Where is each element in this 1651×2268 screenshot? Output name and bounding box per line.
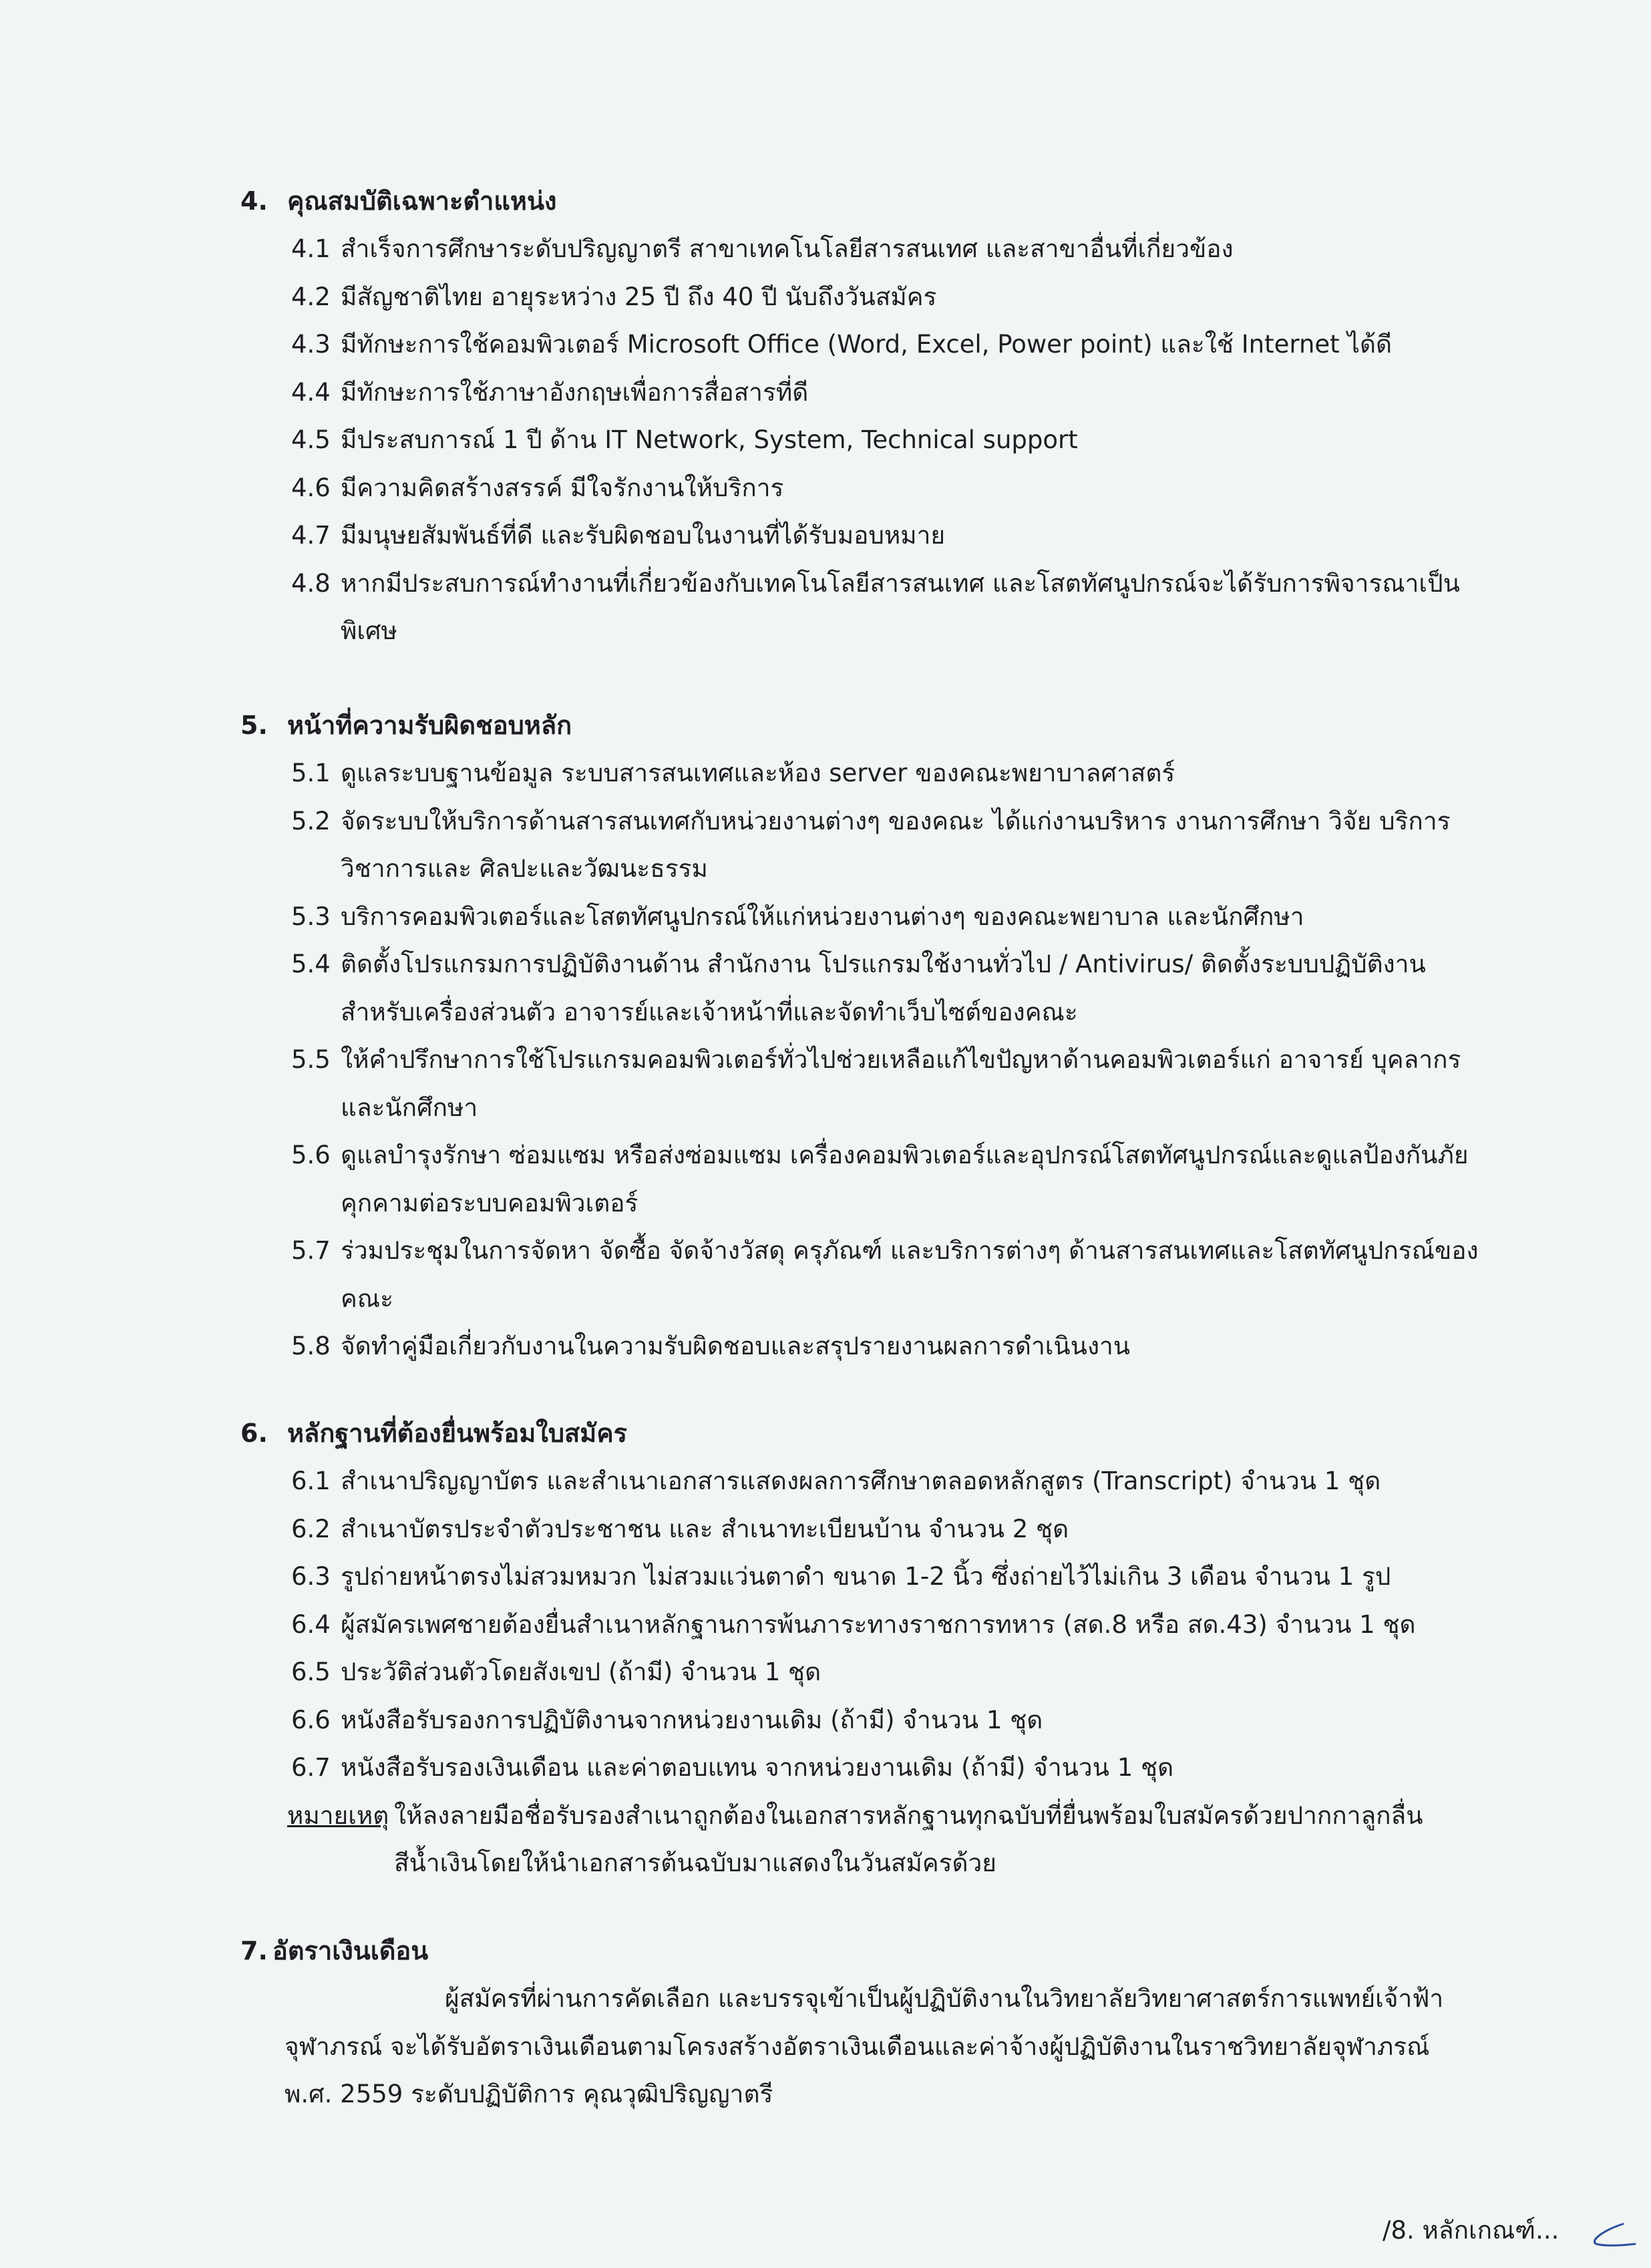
item-number: 6.4 bbox=[291, 1610, 331, 1639]
item-number: 4.2 bbox=[291, 282, 331, 311]
item-number: 4.4 bbox=[291, 377, 331, 407]
list-item bbox=[240, 225, 1496, 273]
item-text: มีความคิดสร้างสรรค์ มีใจรักงานให้บริการ bbox=[341, 473, 784, 502]
item-number: 5.5 bbox=[291, 1045, 331, 1074]
item-number: 5.1 bbox=[291, 759, 331, 787]
section-heading bbox=[240, 701, 1496, 749]
list-item bbox=[240, 893, 1496, 941]
list-item bbox=[240, 416, 1496, 464]
item-text: บริการคอมพิวเตอร์และโสตทัศนูปกรณ์ให้แก่หน่วยงานต่างๆ ของคณะพยาบาล และนักศึกษา bbox=[341, 902, 1304, 931]
item-number: 5.2 bbox=[291, 806, 331, 835]
item-number: 5.6 bbox=[291, 1141, 331, 1169]
item-text: สำเนาบัตรประจำตัวประชาชน และ สำเนาทะเบียนบ้าน จำนวน 2 ชุด bbox=[341, 1514, 1069, 1543]
section-number: 5. bbox=[240, 711, 268, 740]
list-item bbox=[240, 1601, 1496, 1649]
section-title: อัตราเงินเดือน bbox=[272, 1936, 429, 1965]
list-item bbox=[240, 512, 1496, 560]
pen-mark-icon bbox=[1576, 2217, 1636, 2251]
section-6 bbox=[240, 1409, 1496, 1887]
item-text: ดูแลระบบฐานข้อมูล ระบบสารสนเทศและห้อง server ของคณะพยาบาลศาสตร์ bbox=[341, 759, 1175, 787]
list-item bbox=[240, 1505, 1496, 1553]
section-title: คุณสมบัติเฉพาะตำแหน่ง bbox=[287, 186, 557, 216]
item-text: ผู้สมัครเพศชายต้องยื่นสำเนาหลักฐานการพ้นภาระทางราชการทหาร (สด.8 หรือ สด.43) จำนวน 1 ชุด bbox=[341, 1610, 1416, 1639]
section-heading bbox=[240, 1409, 1496, 1457]
item-text: จัดทำคู่มือเกี่ยวกับงานในความรับผิดชอบและสรุปรายงานผลการดำเนินงาน bbox=[341, 1332, 1131, 1360]
item-text: ให้คำปรึกษาการใช้โปรแกรมคอมพิวเตอร์ทั่วไปช่วยเหลือแก้ไขปัญหาด้านคอมพิวเตอร์แก่ อาจารย์ บุคลากร และนักศึกษา bbox=[341, 1045, 1461, 1122]
note-text: ให้ลงลายมือชื่อรับรองสำเนาถูกต้องในเอกสารหลักฐานทุกฉบับที่ยื่นพร้อมใบสมัครด้วยปากกาลูกลื่นสีน้ำเงินโดยให้นำเอกสารต้นฉบับมาแสดงในวันสมัครด้วย bbox=[394, 1801, 1423, 1877]
item-text: มีประสบการณ์ 1 ปี ด้าน IT Network, System, Technical support bbox=[341, 425, 1078, 454]
item-text: จัดระบบให้บริการด้านสารสนเทศกับหน่วยงานต่างๆ ของคณะ ได้แก่งานบริหาร งานการศึกษา วิจัย บริการวิชาการและ ศิลปะและวัฒนะธรรม bbox=[341, 806, 1451, 883]
list-item bbox=[240, 464, 1496, 512]
list-item bbox=[240, 749, 1496, 797]
item-number: 5.3 bbox=[291, 902, 331, 931]
section-heading bbox=[240, 177, 1496, 225]
item-text: ร่วมประชุมในการจัดหา จัดซื้อ จัดจ้างวัสดุ ครุภัณฑ์ และบริการต่างๆ ด้านสารสนเทศและโสตทัศนูปกรณ์ของคณะ bbox=[341, 1236, 1479, 1313]
section-5 bbox=[240, 701, 1496, 1370]
item-text: มีมนุษยสัมพันธ์ที่ดี และรับผิดชอบในงานที่ได้รับมอบหมาย bbox=[341, 521, 946, 550]
item-text: มีสัญชาติไทย อายุระหว่าง 25 ปี ถึง 40 ปี นับถึงวันสมัคร bbox=[341, 282, 937, 311]
list-item bbox=[240, 1553, 1496, 1601]
item-number: 6.7 bbox=[291, 1753, 331, 1782]
salary-paragraph: ผู้สมัครที่ผ่านการคัดเลือก และบรรจุเข้าเป็นผู้ปฏิบัติงานในวิทยาลัยวิทยาศาสตร์การแพทย์เจ้าฟ้าจุฬาภรณ์ จะได้รับอัตราเงินเดือนตามโครงสร้างอัตราเงินเดือนและค่าจ้างผู้ปฏิบัติงานในราชวิทยาลัยจุฬาภรณ์ พ.ศ. 2559 ระดับปฏิบัติการ คุณวุฒิปริญญาตรี bbox=[285, 1984, 1444, 2108]
list-item bbox=[240, 1036, 1496, 1131]
note bbox=[240, 1792, 1496, 1887]
section-title: หน้าที่ความรับผิดชอบหลัก bbox=[287, 711, 572, 740]
item-text: มีทักษะการใช้คอมพิวเตอร์ Microsoft Office (Word, Excel, Power point) และใช้ Internet ได้ดี bbox=[341, 330, 1393, 359]
item-number: 4.6 bbox=[291, 473, 331, 502]
list-item bbox=[240, 1131, 1496, 1227]
next-page-reference: /8. หลักเกณฑ์... bbox=[1383, 2216, 1560, 2245]
list-item bbox=[240, 1648, 1496, 1696]
list-item bbox=[240, 797, 1496, 893]
note-label: หมายเหตุ bbox=[287, 1801, 389, 1830]
item-text: หากมีประสบการณ์ทำงานที่เกี่ยวข้องกับเทคโนโลยีสารสนเทศ และโสตทัศนูปกรณ์จะได้รับการพิจารณาเป็นพิเศษ bbox=[341, 568, 1460, 645]
list-item bbox=[240, 1227, 1496, 1322]
item-text: สำเนาปริญญาบัตร และสำเนาเอกสารแสดงผลการศึกษาตลอดหลักสูตร (Transcript) จำนวน 1 ชุด bbox=[341, 1467, 1381, 1495]
item-text: ดูแลบำรุงรักษา ซ่อมแซม หรือส่งซ่อมแซม เครื่องคอมพิวเตอร์และอุปกรณ์โสตทัศนูปกรณ์และดูแลป้องกันภัยคุกคามต่อระบบคอมพิวเตอร์ bbox=[341, 1141, 1469, 1217]
section-title: หลักฐานที่ต้องยื่นพร้อมใบสมัคร bbox=[287, 1419, 628, 1448]
item-number: 4.8 bbox=[291, 568, 331, 598]
list-item bbox=[240, 273, 1496, 321]
list-item bbox=[240, 369, 1496, 417]
section-heading bbox=[240, 1927, 1496, 1975]
section-number: 4. bbox=[240, 186, 268, 216]
list-item bbox=[240, 1457, 1496, 1505]
section-7 bbox=[240, 1927, 1496, 2118]
item-text: สำเร็จการศึกษาระดับปริญญาตรี สาขาเทคโนโลยีสารสนเทศ และสาขาอื่นที่เกี่ยวข้อง bbox=[341, 234, 1234, 263]
item-text: รูปถ่ายหน้าตรงไม่สวมหมวก ไม่สวมแว่นตาดำ ขนาด 1-2 นิ้ว ซึ่งถ่ายไว้ไม่เกิน 3 เดือน จำนวน 1 รูป bbox=[341, 1562, 1391, 1591]
item-number: 6.2 bbox=[291, 1514, 331, 1543]
item-number: 6.5 bbox=[291, 1658, 331, 1686]
item-text: มีทักษะการใช้ภาษาอังกฤษเพื่อการสื่อสารที่ดี bbox=[341, 377, 809, 407]
item-number: 4.7 bbox=[291, 521, 331, 550]
item-number: 5.8 bbox=[291, 1332, 331, 1360]
item-number: 6.3 bbox=[291, 1562, 331, 1591]
item-number: 6.1 bbox=[291, 1467, 331, 1495]
list-item bbox=[240, 1744, 1496, 1792]
list-item bbox=[240, 940, 1496, 1036]
list-item bbox=[240, 1322, 1496, 1370]
item-number: 4.3 bbox=[291, 330, 331, 359]
section-number: 7. bbox=[240, 1936, 268, 1965]
item-number: 6.6 bbox=[291, 1705, 331, 1734]
section-number: 6. bbox=[240, 1419, 268, 1448]
list-item bbox=[240, 560, 1496, 655]
item-text: ประวัติส่วนตัวโดยสังเขป (ถ้ามี) จำนวน 1 ชุด bbox=[341, 1658, 821, 1686]
list-item bbox=[240, 321, 1496, 369]
item-number: 5.7 bbox=[291, 1236, 331, 1265]
item-text: ติดตั้งโปรแกรมการปฏิบัติงานด้าน สำนักงาน โปรแกรมใช้งานทั่วไป / Antivirus/ ติดตั้งระบบปฏิบัติงานสำหรับเครื่องส่วนตัว อาจารย์และเจ้าหน้าที่และจัดทำเว็บไซต์ของคณะ bbox=[341, 950, 1426, 1026]
item-number: 5.4 bbox=[291, 950, 331, 978]
list-item bbox=[240, 1696, 1496, 1744]
item-text: หนังสือรับรองเงินเดือน และค่าตอบแทน จากหน่วยงานเดิม (ถ้ามี) จำนวน 1 ชุด bbox=[341, 1753, 1174, 1782]
item-number: 4.1 bbox=[291, 234, 331, 263]
section-4 bbox=[240, 177, 1496, 655]
item-number: 4.5 bbox=[291, 425, 331, 454]
item-text: หนังสือรับรองการปฏิบัติงานจากหน่วยงานเดิม (ถ้ามี) จำนวน 1 ชุด bbox=[341, 1705, 1043, 1734]
